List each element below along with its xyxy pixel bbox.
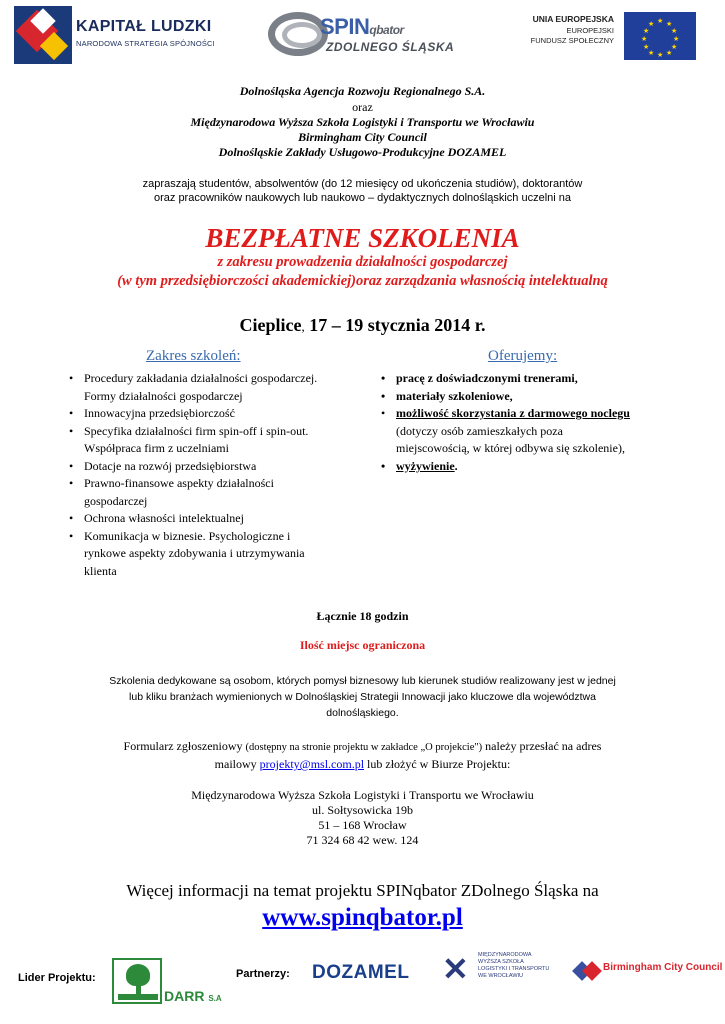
list-item: • Specyfika działalności firm spin-off i spin-out. Współpraca firm z uczelniami bbox=[66, 423, 366, 458]
subtitle-2: (w tym przedsiębiorczości akademickiej)oraz zarządzania własnością intelektualną bbox=[117, 273, 608, 289]
organizer-oraz: oraz bbox=[352, 100, 373, 114]
partners-label: Partnerzy: bbox=[236, 968, 290, 980]
darr-logo bbox=[112, 958, 224, 1006]
kapital-ludzki-title: KAPITAŁ LUDZKI bbox=[76, 18, 212, 35]
invite-line-2: oraz pracowników naukowych lub naukowo – dydaktycznych dolnośląskich uczelni na bbox=[153, 192, 571, 204]
list-item: • Prawno-finansowe aspekty działalności gospodarczej bbox=[66, 475, 366, 510]
offer-list bbox=[378, 370, 678, 475]
bcc-logo bbox=[575, 958, 723, 988]
leader-label: Lider Projektu: bbox=[18, 972, 96, 984]
event-date: Cieplice, 17 – 19 stycznia 2014 r. bbox=[239, 315, 486, 335]
header-logos bbox=[0, 0, 725, 72]
organizer-dozamel: Dolnośląskie Zakłady Usługowo-Produkcyjne DOZAMEL bbox=[218, 145, 507, 159]
dedicated-line-2: lub kliku branżach wymienionych w Dolnośląskiej Strategii Innowacji jako kluczowe dla województwa bbox=[129, 691, 596, 703]
list-item: • wyżywienie. bbox=[378, 458, 678, 476]
total-hours: Łącznie 18 godzin bbox=[316, 609, 409, 623]
address-line-3: 51 – 168 Wrocław bbox=[318, 818, 407, 832]
bcc-name: Birmingham City Council bbox=[603, 962, 723, 973]
limited-seats: Ilość miejsc ograniczona bbox=[299, 638, 426, 652]
main-title: BEZPŁATNE SZKOLENIA bbox=[205, 223, 520, 253]
more-info: Więcej informacji na temat projektu SPINqbator ZDolnego Śląska na bbox=[126, 881, 599, 900]
scope-heading: Zakres szkoleń: bbox=[146, 348, 241, 364]
address-line-2: ul. Sołtysowicka 19b bbox=[312, 803, 413, 817]
dozamel-logo: DOZAMEL bbox=[312, 962, 410, 983]
list-item: • Innowacyjna przedsiębiorczość bbox=[66, 405, 366, 423]
dedicated-line-1: Szkolenia dedykowane są osobom, których pomysł biznesowy lub kierunek studiów realizowany jest w jednej bbox=[109, 675, 616, 687]
scope-list bbox=[66, 370, 366, 580]
list-item: • Komunikacja w biznesie. Psychologiczne i rynkowe aspekty zdobywania i utrzymywania klienta bbox=[66, 528, 366, 581]
list-item: • Ochrona własności intelektualnej bbox=[66, 510, 366, 528]
list-item: • możliwość skorzystania z darmowego noclegu (dotyczy osób zamieszkałych poza miejscowością, w której odbywa się szkolenie), bbox=[378, 405, 678, 458]
dedicated-line-3: dolnośląskiego. bbox=[326, 707, 399, 719]
kapital-ludzki-subtitle: NARODOWA STRATEGIA SPÓJNOŚCI bbox=[76, 39, 215, 48]
subtitle-1: z zakresu prowadzenia działalności gospodarczej bbox=[217, 254, 508, 270]
list-item: • Procedury zakładania działalności gospodarczej. Formy działalności gospodarczej bbox=[66, 370, 366, 405]
list-item: • materiały szkoleniowe, bbox=[378, 388, 678, 406]
spinqbator-subtitle: ZDOLNEGO ŚLĄSKA bbox=[326, 40, 455, 54]
darr-tree-icon bbox=[112, 958, 162, 1004]
kapital-ludzki-logo bbox=[14, 6, 229, 64]
website-wrapper bbox=[0, 903, 725, 933]
address-line-4: 71 324 68 42 wew. 124 bbox=[306, 833, 419, 847]
eu-flag-icon: ★ ★ ★ ★ ★ ★ ★ ★ ★ ★ ★ ★ bbox=[624, 12, 696, 60]
mwslit-logo bbox=[442, 950, 562, 996]
form-line-1: Formularz zgłoszeniowy (dostępny na stronie projektu w zakładce „O projekcie") należy przesłać na adres bbox=[123, 739, 602, 753]
organizer-darr: Dolnośląska Agencja Rozwoju Regionalnego S.A. bbox=[239, 84, 486, 98]
eu-logo bbox=[510, 10, 710, 60]
spinqbator-name: SPINqbator bbox=[320, 14, 404, 39]
email-link[interactable]: projekty@msl.com.pl bbox=[259, 757, 365, 771]
kapital-ludzki-emblem-icon bbox=[14, 6, 72, 64]
mwslit-text: MIĘDZYNARODOWA WYŻSZA SZKOŁA LOGISTYKI I TRANSPORTU WE WROCŁAWIU bbox=[478, 952, 550, 979]
spinqbator-logo bbox=[268, 10, 458, 58]
darr-name: DARR S.A bbox=[164, 988, 222, 1004]
form-line-2: mailowy projekty@msl.com.pl lub złożyć w Biurze Projektu: bbox=[214, 757, 511, 771]
invite-line-1: zapraszają studentów, absolwentów (do 12 miesięcy od ukończenia studiów), doktorantów bbox=[142, 178, 583, 190]
organizer-mwslit: Międzynarodowa Wyższa Szkoła Logistyki i Transportu we Wrocławiu bbox=[190, 115, 535, 129]
list-item: • Dotacje na rozwój przedsiębiorstwa bbox=[66, 458, 366, 476]
organizer-bcc: Birmingham City Council bbox=[298, 130, 427, 144]
mwslit-x-icon: ✕ bbox=[442, 951, 469, 987]
address-line-1: Międzynarodowa Wyższa Szkoła Logistyki i Transportu we Wrocławiu bbox=[191, 788, 534, 802]
list-item: • pracę z doświadczonymi trenerami, bbox=[378, 370, 678, 388]
offer-heading: Oferujemy: bbox=[488, 348, 558, 364]
website-link[interactable]: www.spinqbator.pl bbox=[262, 904, 463, 931]
bcc-emblem-icon bbox=[575, 960, 601, 982]
eu-text: UNIA EUROPEJSKA EUROPEJSKI FUNDUSZ SPOŁECZNY bbox=[530, 14, 614, 45]
